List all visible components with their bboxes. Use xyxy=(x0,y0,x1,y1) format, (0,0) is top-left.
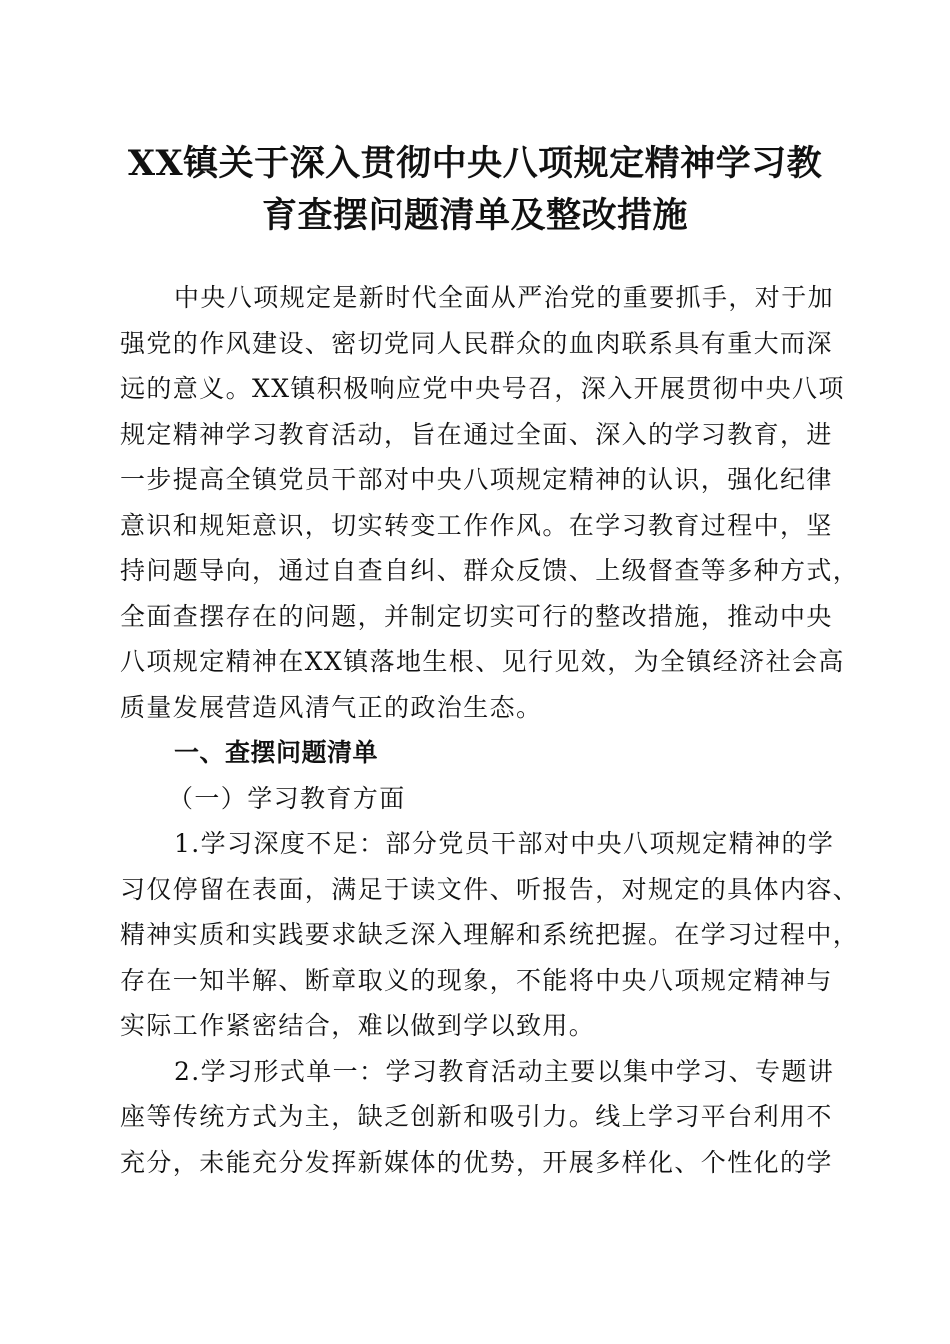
item-1-line: 存在一知半解、断章取义的现象，不能将中央八项规定精神与 xyxy=(120,965,833,995)
section-heading: 一、查摆问题清单 xyxy=(174,738,379,767)
intro-paragraph-line: 意识和规矩意识，切实转变工作作风。在学习教育过程中，坚 xyxy=(120,510,833,540)
item-2-line: 充分，未能充分发挥新媒体的优势，开展多样化、个性化的学 xyxy=(120,1147,833,1177)
item-1-line: 习仅停留在表面，满足于读文件、听报告，对规定的具体内容、 xyxy=(120,874,860,904)
item-2-line: 2.学习形式单一：学习教育活动主要以集中学习、专题讲 xyxy=(174,1056,835,1086)
document-body xyxy=(120,275,860,1185)
document-title xyxy=(90,138,860,242)
intro-paragraph-line: 中央八项规定是新时代全面从严治党的重要抓手，对于加 xyxy=(174,283,835,312)
item-2-line: 座等传统方式为主，缺乏创新和吸引力。线上学习平台利用不 xyxy=(120,1102,833,1131)
intro-paragraph-line: 一步提高全镇党员干部对中央八项规定精神的认识，强化纪律 xyxy=(120,465,833,494)
intro-paragraph-line: 远的意义。XX镇积极响应党中央号召，深入开展贯彻中央八项 xyxy=(120,374,845,403)
item-1-line: 1.学习深度不足：部分党员干部对中央八项规定精神的学 xyxy=(174,829,835,858)
intro-paragraph-line: 强党的作风建设、密切党同人民群众的血肉联系具有重大而深 xyxy=(120,328,833,358)
intro-paragraph-line: 持问题导向，通过自查自纠、群众反馈、上级督查等多种方式， xyxy=(120,556,860,585)
item-1-line: 精神实质和实践要求缺乏深入理解和系统把握。在学习过程中， xyxy=(120,920,860,949)
intro-paragraph-line: 质量发展营造风清气正的政治生态。 xyxy=(120,692,543,722)
item-1-line: 实际工作紧密结合，难以做到学以致用。 xyxy=(120,1011,596,1040)
title-line-1: XX镇关于深入贯彻中央八项规定精神学习教 xyxy=(127,143,823,184)
intro-paragraph-line: 规定精神学习教育活动，旨在通过全面、深入的学习教育，进 xyxy=(120,419,833,449)
intro-paragraph-line: 八项规定精神在XX镇落地生根、见行见效，为全镇经济社会高 xyxy=(120,647,845,676)
title-line-2: 育查摆问题清单及整改措施 xyxy=(261,195,688,236)
intro-paragraph-line: 全面查摆存在的问题，并制定切实可行的整改措施，推动中央 xyxy=(120,601,833,631)
subsection-heading: （一）学习教育方面 xyxy=(168,783,406,813)
